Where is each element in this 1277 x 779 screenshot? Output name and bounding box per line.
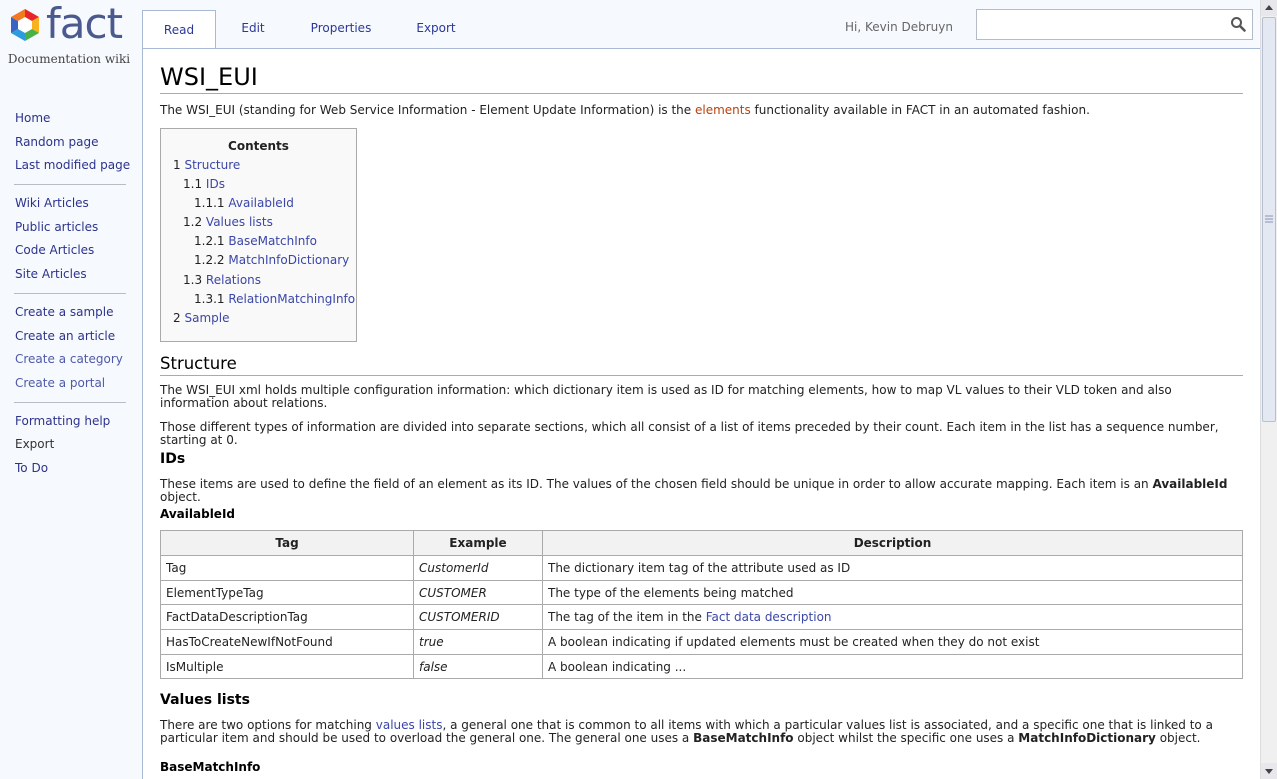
cell-description [543, 580, 1243, 605]
sidebar-divider [14, 184, 126, 185]
logo-tagline: Documentation wiki [7, 52, 131, 66]
toc-title: Contents [228, 139, 289, 153]
cell-example: CUSTOMERID [414, 605, 543, 630]
intro-paragraph [160, 104, 1243, 117]
scroll-down-arrow-icon[interactable] [1261, 763, 1277, 779]
sidebar-item-random-page[interactable]: Random page [15, 134, 99, 149]
intro-text: functionality available in FACT in an automated fashion. [750, 103, 1090, 117]
toc-item[interactable] [173, 251, 356, 270]
toc-number: 1.2.1 [194, 234, 225, 249]
bold-term-basematchinfo: BaseMatchInfo [693, 731, 794, 745]
toc-link[interactable]: Relations [205, 272, 262, 287]
cell-example: true [414, 630, 543, 655]
table-row [161, 580, 1243, 605]
cell-example: CUSTOMER [414, 580, 543, 605]
ids-text: object. [160, 490, 201, 504]
toc-item[interactable] [173, 271, 356, 290]
fact-data-description-link[interactable]: Fact data description [705, 610, 832, 625]
column-header: Tag [161, 531, 414, 556]
site-logo[interactable] [0, 0, 142, 80]
heading-availableid: AvailableId [160, 507, 235, 521]
toc-link[interactable]: Structure [184, 158, 241, 172]
toc-number: 1.2.2 [194, 253, 225, 268]
cell-description [543, 630, 1243, 655]
table-row [161, 605, 1243, 630]
tab-read[interactable]: Read [142, 10, 216, 49]
toc-link[interactable]: RelationMatchingInfo [228, 291, 356, 306]
toc-number: 1 [173, 158, 181, 172]
cell-tag: Tag [161, 556, 414, 581]
table-row [161, 556, 1243, 581]
values-lists-link[interactable]: values lists [375, 718, 443, 732]
structure-paragraph-2: Those different types of information are divided into separate sections, which all consist of a list of items preceded by their count. Each item in the list has a sequence number, starting at 0. [160, 420, 1219, 447]
structure-paragraph-1: The WSI_EUI xml holds multiple configuration information: which dictionary item is used as ID for matching elements, how to map VL values to their VLD token and also information about relations. [160, 383, 1172, 410]
heading-basematchinfo: BaseMatchInfo [160, 760, 261, 774]
cell-tag: HasToCreateNewIfNotFound [161, 630, 414, 655]
values-lists-text: object whilst the specific one uses a [793, 731, 1019, 745]
sidebar-item-create-portal[interactable]: Create a portal [15, 375, 106, 390]
main-content [142, 48, 1260, 779]
availableid-table [160, 530, 1243, 679]
toc-link[interactable]: IDs [205, 177, 225, 192]
toc-number: 1.1.1 [194, 196, 225, 211]
table-row [161, 654, 1243, 679]
toc-number: 2 [173, 310, 181, 325]
toc-number: 1.1 [183, 177, 203, 192]
cell-example: CustomerId [414, 556, 543, 581]
sidebar-item-create-category[interactable]: Create a category [15, 352, 123, 367]
sidebar-item-formatting-help[interactable]: Formatting help [15, 413, 111, 428]
tab-properties[interactable]: Properties [310, 21, 372, 35]
toc-item[interactable] [173, 290, 356, 309]
values-lists-text: There are two options for matching [160, 718, 376, 732]
vertical-scrollbar[interactable] [1260, 0, 1277, 779]
values-lists-text: object. [1155, 731, 1201, 745]
heading-ids: IDs [160, 451, 186, 467]
description-text: A boolean indicating ... [548, 659, 687, 674]
intro-text: The WSI_EUI (standing for Web Service Information - Element Update Information) is the [160, 103, 695, 117]
column-header: Example [414, 531, 543, 556]
toc-link[interactable]: BaseMatchInfo [228, 234, 317, 249]
sidebar-nav [0, 108, 142, 482]
toc-item[interactable] [173, 213, 356, 232]
sidebar-item-create-article[interactable]: Create an article [15, 328, 116, 343]
sidebar-item-export[interactable]: Export [15, 437, 55, 452]
sidebar-divider [14, 402, 126, 403]
tab-edit[interactable]: Edit [241, 21, 265, 35]
sidebar-item-site-articles[interactable]: Site Articles [15, 267, 87, 282]
table-row [161, 630, 1243, 655]
toc-item[interactable] [173, 194, 356, 213]
toc-link[interactable]: AvailableId [228, 196, 294, 211]
sidebar-group-articles [0, 193, 142, 288]
tab-export[interactable]: Export [416, 21, 456, 35]
toc-item[interactable] [173, 309, 356, 328]
bold-term-matchinfodictionary: MatchInfoDictionary [1018, 731, 1156, 745]
ids-bold-term: AvailableId [1152, 477, 1228, 491]
cell-description [543, 605, 1243, 630]
ids-text: These items are used to define the field of an element as its ID. The values of the chosen field should be unique in order to allow accurate mapping. Each item is an [160, 477, 1153, 491]
cell-tag: ElementTypeTag [161, 580, 414, 605]
column-header: Description [543, 531, 1243, 556]
cell-tag: IsMultiple [161, 654, 414, 679]
toc-item[interactable] [173, 156, 356, 175]
toc-number: 1.3.1 [194, 291, 225, 306]
toc-link[interactable]: Values lists [205, 215, 273, 230]
scrollbar-thumb[interactable] [1262, 17, 1276, 422]
toc-link[interactable]: MatchInfoDictionary [228, 253, 350, 268]
cell-description [543, 556, 1243, 581]
values-lists-text: , a general one that is common to all items with which a particular values list is associated, and a specific one that is linked to a particular item and should be used to overload the general one. The general one uses a [160, 718, 1213, 745]
cell-tag: FactDataDescriptionTag [161, 605, 414, 630]
user-greeting[interactable]: Hi, Kevin Debruyn [845, 20, 953, 34]
toc-link[interactable]: Sample [184, 310, 230, 325]
cell-example: false [414, 654, 543, 679]
page-title: WSI_EUI [160, 63, 1243, 94]
search-input[interactable] [977, 10, 1222, 39]
sidebar-item-wiki-articles[interactable]: Wiki Articles [15, 196, 89, 211]
search-box [976, 9, 1253, 40]
sidebar-item-code-articles[interactable]: Code Articles [15, 243, 95, 258]
sidebar-group-create [0, 302, 142, 397]
fact-logo-icon [8, 8, 42, 42]
heading-values-lists: Values lists [160, 692, 250, 708]
scroll-up-arrow-icon[interactable] [1261, 0, 1277, 16]
toc-number: 1.3 [183, 272, 203, 287]
description-text: The dictionary item tag of the attribute used as ID [548, 560, 851, 575]
toc-item[interactable] [173, 175, 356, 194]
logo-wordmark: fact [46, 0, 123, 48]
sidebar-item-to-do[interactable]: To Do [15, 460, 49, 475]
sidebar-group-tools [0, 411, 142, 482]
sidebar-item-home[interactable]: Home [15, 111, 51, 125]
cell-description [543, 654, 1243, 679]
sidebar-item-create-sample[interactable]: Create a sample [15, 304, 114, 319]
description-text: The tag of the item in the [548, 610, 706, 625]
description-text: A boolean indicating if updated elements must be created when they do not exist [548, 634, 1040, 649]
heading-structure: Structure [160, 354, 1243, 376]
table-of-contents [160, 128, 357, 342]
sidebar-divider [14, 293, 126, 294]
sidebar-item-last-modified[interactable]: Last modified page [15, 158, 131, 173]
ids-paragraph [160, 478, 1243, 504]
values-lists-paragraph [160, 719, 1243, 745]
search-icon[interactable] [1230, 16, 1246, 32]
elements-link[interactable]: elements [694, 103, 751, 117]
sidebar-item-public-articles[interactable]: Public articles [15, 219, 99, 234]
toc-number: 1.2 [183, 215, 203, 230]
sidebar-group-navigation [0, 108, 142, 179]
table-header-row [161, 531, 1243, 556]
toc-item[interactable] [173, 232, 356, 251]
description-text: The type of the elements being matched [548, 585, 794, 600]
